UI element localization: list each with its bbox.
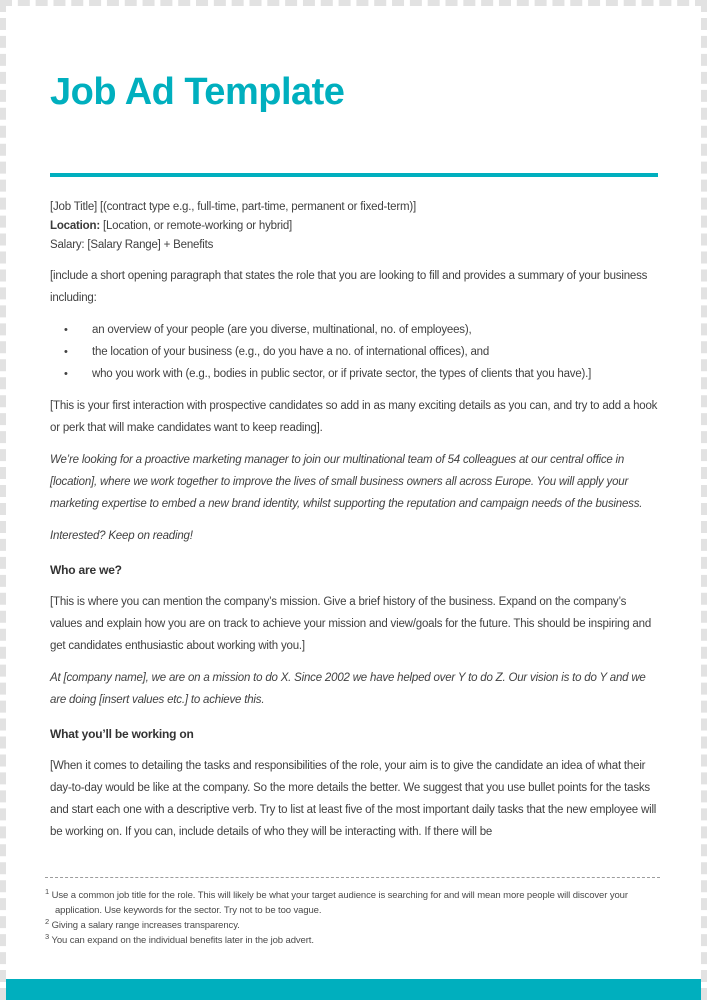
list-item-text: who you work with (e.g., bodies in public sector, or if private sector, the types of clients that you have).] [92, 368, 592, 380]
footnote-3 [45, 933, 660, 948]
job-summary-fields [50, 198, 658, 255]
list-item [50, 341, 658, 363]
bullet-icon: • [64, 346, 68, 358]
example-opening-paragraph: We’re looking for a proactive marketing manager to join our multinational team of 54 colleagues at our central office in [location], where we work together to improve the lives of small business owners all across Europe. You will apply your marketing expertise to embed a new brand identity, whilst supporting the reputation and campaign needs of the business. [50, 454, 643, 510]
hook-line: Interested? Keep on reading! [50, 530, 193, 542]
location-line [50, 217, 658, 236]
bullet-icon: • [64, 368, 68, 380]
footnote-text: You can expand on the individual benefits later in the job advert. [51, 935, 314, 946]
footnote-1 [45, 888, 660, 918]
location-label: Location: [50, 220, 100, 232]
job-title-line: [Job Title] [(contract type e.g., full-time, part-time, permanent or fixed-term)] [50, 201, 416, 213]
bullet-icon: • [64, 324, 68, 336]
footer-accent-bar [0, 979, 707, 1000]
list-item [50, 319, 658, 341]
page-title: Job Ad Template [50, 71, 345, 113]
list-item-text: the location of your business (e.g., do you have a no. of international offices), and [92, 346, 490, 358]
footnote-text: Giving a salary range increases transparency. [51, 920, 240, 931]
footnote-2 [45, 918, 660, 933]
section-heading-who-are-we: Who are we? [50, 563, 122, 577]
location-value: [Location, or remote-working or hybrid] [99, 220, 293, 232]
title-divider-rule [50, 173, 658, 177]
who-are-we-guidance: [This is where you can mention the company’s mission. Give a brief history of the business. Expand on the company’s values and explain how you are on track to achieve your mission and view/goals for the future. This should be inspiring and get candidates enthusiastic about working with you.] [50, 596, 652, 652]
footnote-separator [45, 877, 660, 878]
footnote-marker: 2 [45, 916, 50, 926]
footnote-marker: 1 [45, 886, 50, 896]
list-item-text: an overview of your people (are you diverse, multinational, no. of employees), [92, 324, 472, 336]
opening-paragraph: [include a short opening paragraph that states the role that you are looking to fill and provides a summary of your business including: [50, 270, 648, 304]
footnote-text: Use a common job title for the role. This will likely be what your target audience is searching for and will mean more people will discover your application. Use keywords for the sector. Try not to be too vague. [51, 890, 628, 916]
who-are-we-example: At [company name], we are on a mission to do X. Since 2002 we have helped over Y to do Z. Our vision is to do Y and we are doing [insert values etc.] to achieve this. [50, 672, 646, 706]
list-item [50, 363, 658, 385]
first-interaction-note: [This is your first interaction with prospective candidates so add in as many exciting details as you can, and try to add a hook or perk that will make candidates want to keep reading]. [50, 400, 658, 434]
salary-line: Salary: [Salary Range] + Benefits [50, 239, 214, 251]
footnote-marker: 3 [45, 931, 50, 941]
document-body [50, 72, 658, 843]
section-heading-working-on: What you’ll be working on [50, 727, 194, 741]
business-summary-list [50, 319, 658, 385]
footnotes [45, 877, 660, 948]
working-on-guidance: [When it comes to detailing the tasks and responsibilities of the role, your aim is to give the candidate an idea of what their day-to-day would be like at the company. So the more details the better. We suggest that you use bullet points for the tasks and start each one with a descriptive verb. Try to list at least five of the most important daily tasks that the new employee will be working on. If you can, include details of who they will be interacting with. If there will be [50, 760, 657, 838]
